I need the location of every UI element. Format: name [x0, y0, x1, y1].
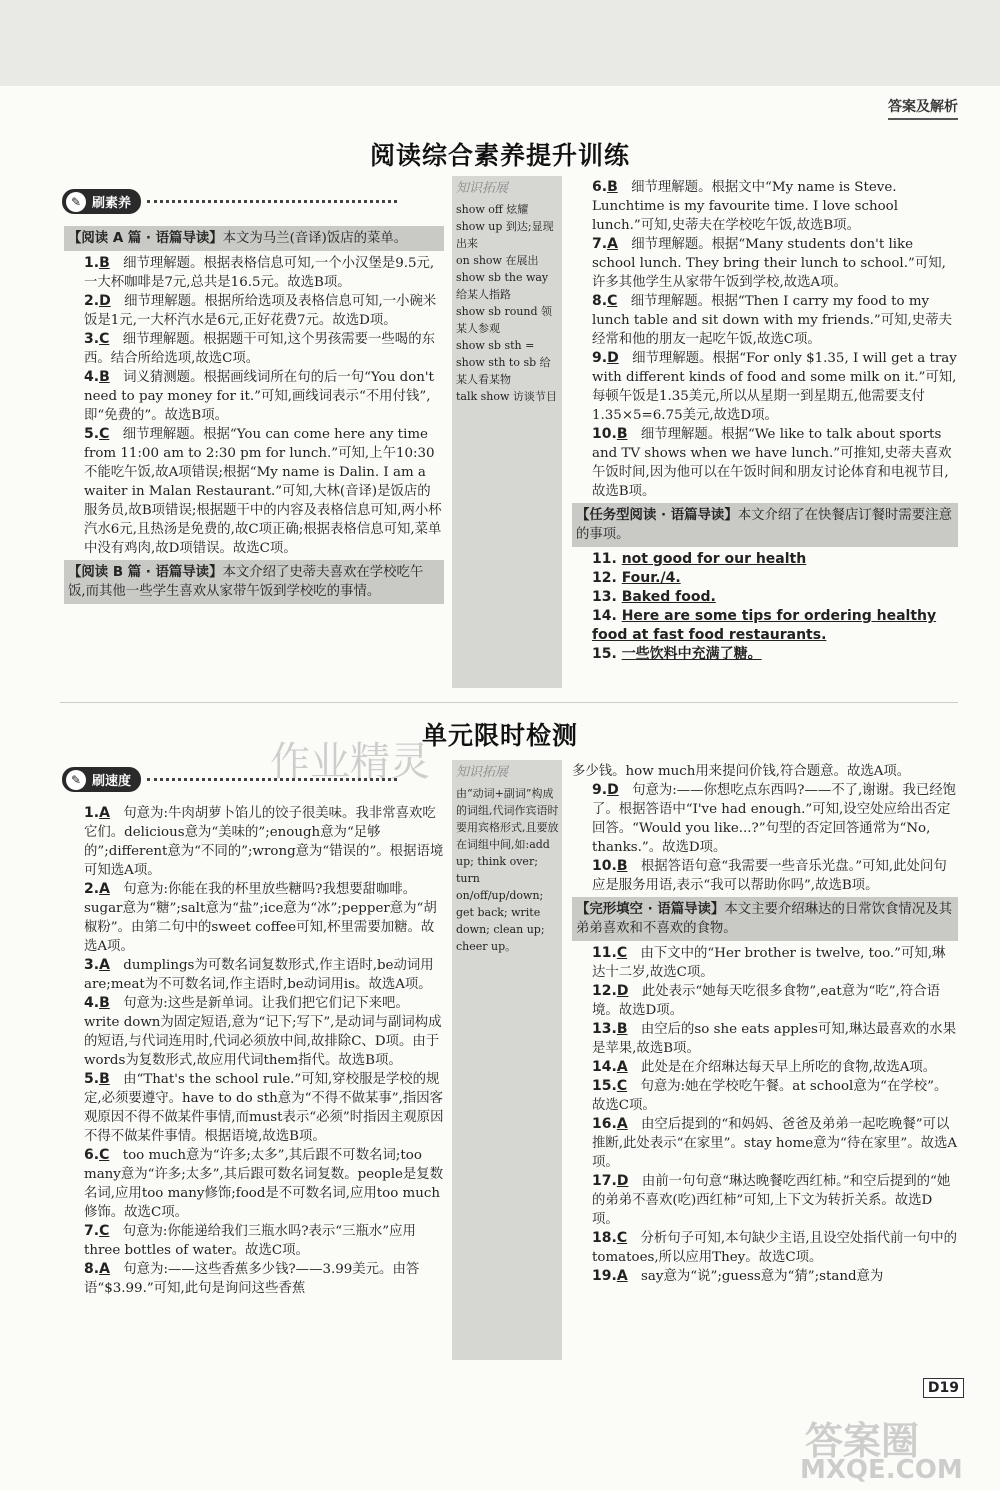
question-number: 1.	[84, 255, 100, 271]
guide-text: 本文介绍了史蒂夫喜欢在学校吃午饭,而其他一些学生喜欢从家带午饭到学校吃的事情。	[68, 565, 424, 599]
answer-item	[572, 944, 958, 982]
answer-choice: B	[99, 995, 110, 1011]
question-number: 7.	[592, 236, 608, 252]
reading-guide	[572, 897, 958, 941]
question-number: 2.	[84, 881, 100, 897]
written-answer: 一些饮料中充满了糖。	[621, 646, 762, 662]
question-number: 16.	[592, 1116, 617, 1132]
explanation: dumplings为可数名词复数形式,作主语时,be动词用are;meat为不可数名词,作主语时,be动词用is。故选A项。	[84, 958, 434, 992]
answer-choice: D	[99, 293, 111, 309]
sidebar-entry: show up 到达;显现出来	[456, 220, 554, 250]
question-number: 5.	[84, 1071, 100, 1087]
explanation: 句意为:你能递给我们三瓶水吗?表示“三瓶水”应用three bottles of water。故选C项。	[84, 1224, 416, 1258]
explanation: 细节理解题。根据“Then I carry my food to my lunch table and sit down with my friends.”可知,史蒂夫经常和他的朋友一起吃午饭,故选C项。	[592, 294, 952, 347]
answer-choice: A	[99, 1261, 110, 1277]
answer-item	[572, 178, 958, 235]
question-number: 10.	[592, 858, 617, 874]
written-answer: Baked food.	[621, 589, 716, 605]
question-number: 14.	[592, 1059, 617, 1075]
question-number: 15.	[592, 1078, 617, 1094]
pen-icon: ✎	[66, 192, 86, 212]
answer-item	[572, 425, 958, 501]
question-number: 4.	[84, 369, 100, 385]
question-number: 13.	[592, 589, 622, 605]
explanation: 细节理解题。根据“You can come here any time from 11:00 am to 2:30 pm for lunch.”可知,上午10:30不能吃午饭,故A项错误;根据“My name is Dalin. I am a waiter in Malan Restaurant.”可知,大林(音译)是饭店的服务员,故B项错误;根据题干中的内容及表格信息可知,两小杯汽水6元,且热汤是免费的,故C项正确;根据表格信息可知,菜单中没有鸡肉,故D项错误。故选C项。	[84, 427, 442, 556]
reading-guide	[64, 226, 444, 251]
answer-item	[572, 569, 958, 588]
question-number: 9.	[592, 350, 608, 366]
question-number: 5.	[84, 426, 100, 442]
explanation: 细节理解题。根据“We like to talk about sports and TV shows when we have lunch.”可推知,史蒂夫喜欢午饭时间,因为他可以在午饭时间和朋友讨论体育和电视节目,故选B项。	[592, 427, 952, 499]
guide-text: 本文介绍了在快餐店订餐时需要注意的事项。	[576, 508, 952, 542]
answer-choice: D	[607, 782, 619, 798]
pen-icon: ✎	[66, 770, 86, 790]
answer-choice: B	[616, 426, 628, 442]
question-number: 18.	[592, 1230, 617, 1246]
answer-item	[572, 1267, 958, 1286]
section-divider	[60, 702, 958, 703]
answer-item	[64, 1260, 444, 1298]
answer-choice: B	[99, 369, 110, 385]
answer-item	[64, 1070, 444, 1146]
question-number: 14.	[592, 608, 622, 624]
question-number: 7.	[84, 1223, 100, 1239]
answer-choice: B	[99, 255, 110, 271]
guide-label: 【任务型阅读 · 语篇导读】	[576, 508, 738, 523]
answer-item	[64, 1146, 444, 1222]
answer-item	[64, 368, 444, 425]
sidebar-title: 知识拓展	[456, 181, 509, 196]
guide-label: 【阅读 A 篇 · 语篇导读】	[68, 231, 223, 246]
answer-item	[572, 588, 958, 607]
answer-choice: B	[616, 1021, 628, 1037]
header-title: 答案及解析	[888, 96, 958, 120]
answer-choice: B	[607, 179, 618, 195]
section2-right-column	[572, 762, 958, 1286]
question-number: 12.	[592, 983, 617, 999]
sidebar-entry: show sb the way 给某人指路	[456, 271, 549, 301]
explanation: 句意为:你能在我的杯里放些糖吗?我想要甜咖啡。sugar意为“糖”;salt意为“盐”;ice意为“冰”;pepper意为“胡椒粉”。由第二句中的sweet coffee可知,杯里需要加糖。故选A项。	[84, 882, 437, 954]
explanation: 细节理解题。根据“For only $1.35, I will get a tray with different kinds of food and some milk on it.”可知,每顿午饭是1.35美元,所以从星期一到星期五,他需要支付1.35×5=6.75美元,故选D项。	[592, 351, 957, 423]
question-number: 11.	[592, 551, 622, 567]
question-number: 4.	[84, 995, 100, 1011]
answer-item	[572, 1077, 958, 1115]
answer-item	[572, 1115, 958, 1172]
explanation: 细节理解题。根据所给选项及表格信息可知,一小碗米饭是1元,一大杯汽水是6元,正好花费7元。故选D项。	[84, 294, 437, 328]
sidebar-title: 知识拓展	[456, 765, 509, 780]
sidebar-entry: show sb round 领某人参观	[456, 305, 553, 335]
answer-choice: C	[616, 1078, 628, 1094]
sidebar-entry: on show 在展出	[456, 254, 539, 267]
section2-left-column	[64, 804, 444, 1298]
answer-item	[64, 880, 444, 956]
sidebar-entry: show off 炫耀	[456, 203, 529, 216]
section1-badge	[62, 188, 397, 214]
answer-choice: A	[616, 1268, 628, 1284]
watermark-logo: 答案圈	[805, 1419, 920, 1463]
section2-knowledge-sidebar	[452, 760, 562, 1360]
page-number: D19	[923, 1378, 964, 1398]
answer-choice: D	[616, 983, 629, 999]
guide-text: 本文主要介绍琳达的日常饮食情况及其弟弟喜欢和不喜欢的食物。	[576, 902, 952, 936]
section1-title: 阅读综合素养提升训练	[369, 141, 630, 170]
explanation: 由“That's the school rule.”可知,穿校服是学校的规定,必须要遵守。have to do sth意为“不得不做某事”,指因客观原因不得不做某件事情,而must表示“必须”时指因主观原因不得不做某件事情。根据语境,故选B项。	[84, 1072, 444, 1144]
question-number: 6.	[592, 179, 608, 195]
guide-label: 【完形填空 · 语篇导读】	[576, 902, 725, 917]
answer-choice: B	[99, 1071, 110, 1087]
answer-choice: A	[616, 1116, 628, 1132]
badge-pill: ✎ 刷速度	[62, 767, 141, 792]
answer-choice: A	[616, 1059, 628, 1075]
answer-choice: B	[616, 858, 628, 874]
answer-item	[572, 857, 958, 895]
explanation: too much意为“许多;太多”,其后跟不可数名词;too many意为“许多;太多”,其后跟可数名词复数。people是复数名词,应用too many修饰;food是不可数名词,应用too much修饰。故选C项。	[84, 1148, 444, 1220]
sidebar-entry: 由“动词+副词”构成的词组,代词作宾语时要用宾格形式,且要放在词组中间,如:add up; think over; turn on/off/up/down; get back; write down; clean up; cheer up。	[456, 787, 559, 953]
answer-item	[64, 425, 444, 558]
explanation: 细节理解题。根据表格信息可知,一个小汉堡是9.5元,一大杯咖啡是7元,总共是16.5元。故选B项。	[84, 256, 435, 290]
question-number: 19.	[592, 1268, 617, 1284]
written-answer: Here are some tips for ordering healthy food at fast food restaurants.	[592, 608, 937, 643]
question-number: 8.	[84, 1261, 100, 1277]
watermark-url: MXQE.COM	[800, 1455, 963, 1485]
answer-item	[572, 645, 958, 664]
answer-choice: C	[616, 945, 628, 961]
explanation: 由空后提到的“和妈妈、爸爸及弟弟一起吃晚餐”可以推断,此处表示“在家里”。stay home意为“待在家里”。故选A项。	[592, 1117, 958, 1170]
explanation: 由空后的so she eats apples可知,琳达最喜欢的水果是苹果,故选B项。	[592, 1022, 957, 1056]
explanation: 分析句子可知,本句缺少主语,且设空处指代前一句中的tomatoes,所以应用They。故选C项。	[592, 1231, 957, 1265]
answer-item	[572, 982, 958, 1020]
answer-item	[572, 292, 958, 349]
question-number: 17.	[592, 1173, 617, 1189]
question-number: 10.	[592, 426, 617, 442]
explanation: 细节理解题。根据题干可知,这个男孩需要一些喝的东西。结合所给选项,故选C项。	[84, 332, 435, 366]
answer-item	[64, 254, 444, 292]
explanation: 句意为:——这些香蕉多少钱?——3.99美元。由答语“$3.99.”可知,此句是询问这些香蕉	[84, 1262, 420, 1296]
answer-item	[64, 292, 444, 330]
answer-item	[64, 1222, 444, 1260]
answer-item	[572, 1229, 958, 1267]
watermark: 作业精灵	[270, 739, 430, 785]
explanation: 细节理解题。根据“Many students don't like school lunch. They bring their lunch to school.”可知,许多其他学生从家带午饭到学校,故选A项。	[592, 237, 946, 290]
explanation: 此处表示“她每天吃很多食物”,eat意为“吃”,符合语境。故选D项。	[592, 984, 941, 1018]
answer-item	[572, 1172, 958, 1229]
question-number: 2.	[84, 293, 100, 309]
answer-choice: A	[607, 236, 618, 252]
sidebar-entry: talk show 访谈节目	[456, 390, 557, 403]
answer-item	[572, 781, 958, 857]
answer-item	[572, 1058, 958, 1077]
top-band	[0, 0, 1000, 86]
badge-pill: ✎ 刷素养	[62, 189, 141, 214]
section1-knowledge-sidebar	[452, 176, 562, 688]
answer-item	[64, 804, 444, 880]
continued-text: 多少钱。how much用来提问价钱,符合题意。故选A项。	[572, 764, 911, 779]
answer-choice: C	[99, 331, 110, 347]
question-number: 8.	[592, 293, 608, 309]
answer-item	[64, 330, 444, 368]
answer-choice: A	[99, 881, 110, 897]
answer-choice: A	[99, 957, 110, 973]
explanation: 由下文中的“Her brother is twelve, too.”可知,琳达十二岁,故选C项。	[592, 946, 946, 980]
answer-item	[572, 1020, 958, 1058]
answer-choice: D	[616, 1173, 629, 1189]
question-number: 9.	[592, 782, 608, 798]
explanation: 词义猜测题。根据画线词所在句的后一句“You don't need to pay money for it.”可知,画线词表示“不用付钱”,即“免费的”。故选B项。	[84, 370, 434, 423]
answer-item	[572, 607, 958, 645]
sidebar-entry: show sb sth = show sth to sb 给某人看某物	[456, 339, 551, 386]
answer-choice: C	[99, 426, 110, 442]
explanation: 根据答语句意“我需要一些音乐光盘。”可知,此处问句应是服务用语,表示“我可以帮助你吗”,故选B项。	[592, 859, 947, 893]
section1-left-column	[64, 224, 444, 607]
answer-choice: C	[607, 293, 618, 309]
guide-text: 本文为马兰(音译)饭店的菜单。	[222, 231, 408, 246]
guide-label: 【阅读 B 篇 · 语篇导读】	[68, 565, 223, 580]
question-number: 1.	[84, 805, 100, 821]
question-number: 11.	[592, 945, 617, 961]
answer-choice: C	[99, 1147, 110, 1163]
reading-guide	[572, 503, 958, 547]
answer-item	[64, 956, 444, 994]
question-number: 6.	[84, 1147, 100, 1163]
written-answer: Four./4.	[621, 570, 681, 586]
answer-choice: C	[99, 1223, 110, 1239]
answer-item	[572, 349, 958, 425]
question-number: 12.	[592, 570, 622, 586]
reading-guide	[64, 560, 444, 604]
question-number: 13.	[592, 1021, 617, 1037]
explanation: 句意为:她在学校吃午餐。at school意为“在学校”。故选C项。	[592, 1079, 948, 1113]
question-number: 3.	[84, 957, 100, 973]
answer-choice: C	[616, 1230, 628, 1246]
explanation: 句意为:这些是新单词。让我们把它们记下来吧。write down为固定短语,意为“记下;写下”,是动词与副词构成的短语,与代词连用时,代词必须放中间,故排除C、D项。由于words为复数形式,故应用代词them指代。故选B项。	[84, 996, 442, 1068]
explanation: 句意为:牛肉胡萝卜馅儿的饺子很美味。我非常喜欢吃它们。delicious意为“美味的”;enough意为“足够的”;different意为“不同的”;wrong意为“错误的”。根据语境可知选A项。	[84, 806, 444, 878]
explanation: 此处是在介绍琳达每天早上所吃的食物,故选A项。	[627, 1060, 937, 1075]
question-number: 3.	[84, 331, 100, 347]
answer-item	[64, 994, 444, 1070]
explanation: 句意为:——你想吃点东西吗?——不了,谢谢。我已经饱了。根据答语中“I've had enough.”可知,设空处应给出否定回答。“Would you like...?”句型的否定回答通常为“No, thanks.”。故选D项。	[592, 783, 957, 855]
answer-item	[572, 550, 958, 569]
answer-choice: A	[99, 805, 110, 821]
explanation: say意为“说”;guess意为“猜”;stand意为	[627, 1269, 884, 1284]
written-answer: not good for our health	[621, 551, 807, 567]
dotted-rule	[147, 200, 397, 203]
section1-right-column	[572, 178, 958, 664]
answer-item	[572, 235, 958, 292]
question-number: 15.	[592, 646, 622, 662]
explanation: 由前一句句意“琳达晚餐吃西红柿。”和空后提到的“她的弟弟不喜欢(吃)西红柿”可知,上下文为转折关系。故选D项。	[592, 1174, 951, 1227]
answer-choice: D	[607, 350, 619, 366]
explanation: 细节理解题。根据文中“My name is Steve. Lunchtime is my favourite time. I love school lunch.”可知,史蒂夫在学校吃午饭,故选B项。	[592, 180, 899, 233]
section2-title: 单元限时检测	[421, 721, 578, 750]
